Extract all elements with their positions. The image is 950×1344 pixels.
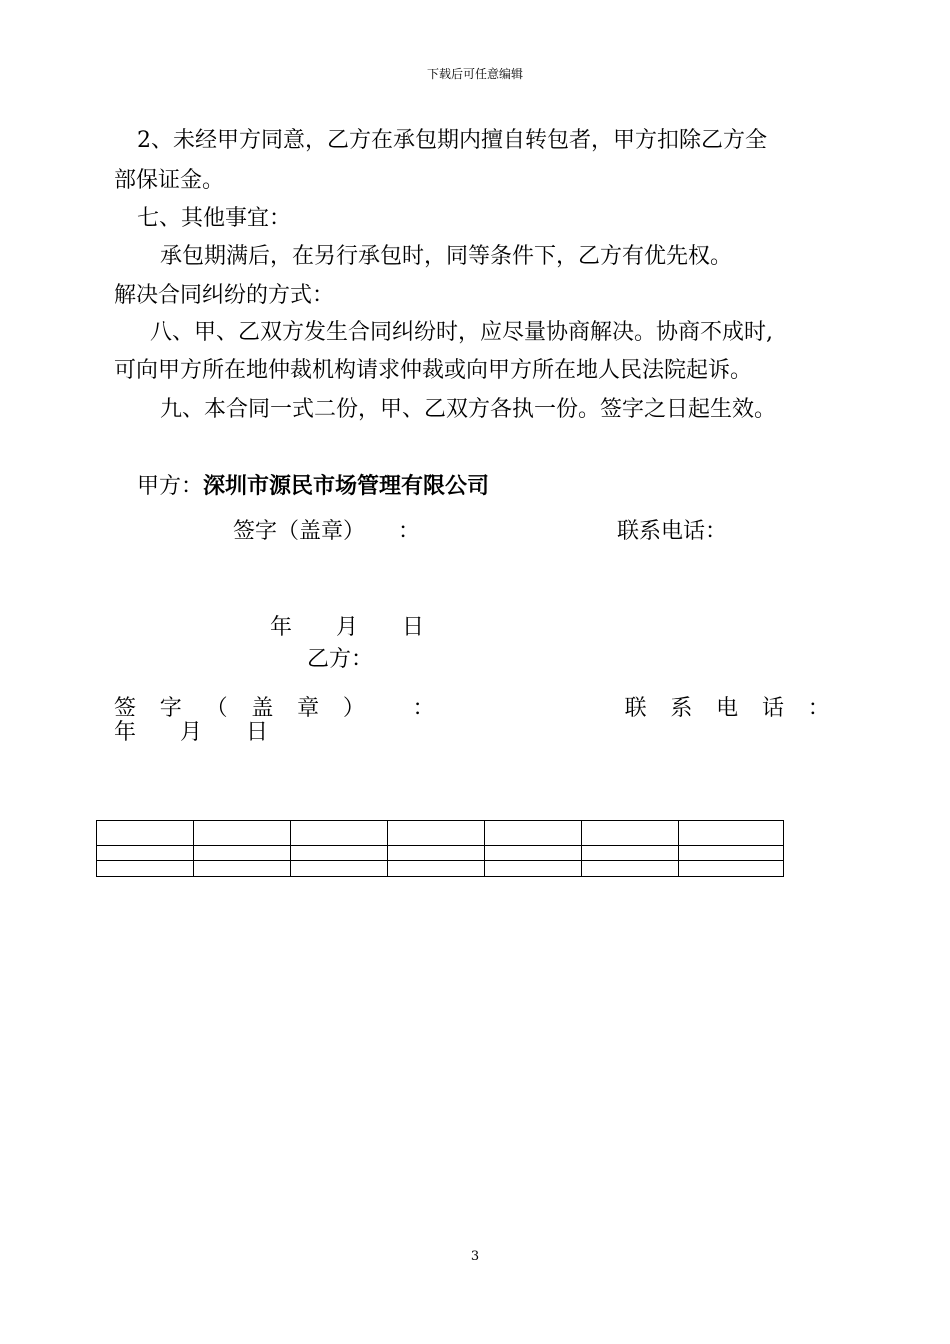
party-b-sign-char: （ (205, 696, 228, 721)
table-row (97, 861, 784, 877)
table-cell (485, 846, 582, 861)
clause-2-line-1: 2、未经甲方同意，乙方在承包期内擅自转包者，甲方扣除乙方全 (137, 128, 767, 153)
table-cell (485, 861, 582, 877)
party-b-sign-char: ： (807, 696, 830, 721)
table-cell (388, 846, 485, 861)
table-cell (582, 821, 679, 846)
table-cell (194, 821, 291, 846)
table-cell (582, 861, 679, 877)
table-cell (679, 846, 784, 861)
party-b-sign-char: 签 (114, 696, 137, 721)
table-cell (291, 821, 388, 846)
party-b-sign-char: 章 (297, 696, 320, 721)
blank-table (96, 820, 784, 877)
table-cell (97, 861, 194, 877)
party-a-sign-colon: ： (398, 519, 421, 544)
section-9: 九、本合同一式二份，甲、乙双方各执一份。签字之日起生效。 (160, 397, 777, 422)
party-a-label: 甲方： (137, 474, 204, 499)
party-b-sign-char: ） (342, 696, 365, 721)
party-a-phone-label: 联系电话： (617, 519, 728, 544)
table-cell (194, 861, 291, 877)
table-cell (388, 821, 485, 846)
party-b-sign-char: ： (412, 696, 435, 721)
party-a-line (137, 473, 489, 500)
section-7-title: 七、其他事宜： (137, 206, 292, 231)
table-cell (97, 846, 194, 861)
table-cell (388, 861, 485, 877)
section-8-line-1: 八、甲、乙双方发生合同纠纷时，应尽量协商解决。协商不成时, (150, 320, 773, 345)
table-cell (485, 821, 582, 846)
table-row (97, 821, 784, 846)
page-number: 3 (470, 1249, 480, 1264)
dispute-heading: 解决合同纠纷的方式： (114, 283, 335, 308)
party-b-sign-char: 盖 (251, 696, 274, 721)
party-b-sign-line (114, 696, 830, 722)
party-b-sign-char: 话 (761, 696, 784, 721)
party-b-label: 乙方： (307, 647, 374, 672)
page-header: 下载后可任意编辑 (426, 67, 523, 81)
table-cell (679, 821, 784, 846)
table-cell (582, 846, 679, 861)
party-b-sign-char: 系 (670, 696, 693, 721)
table-cell (291, 861, 388, 877)
party-a-company-name: 深圳市源民市场管理有限公司 (203, 473, 490, 499)
table-row (97, 846, 784, 861)
table-cell (679, 861, 784, 877)
party-b-sign-char: 字 (159, 696, 182, 721)
table-cell (97, 821, 194, 846)
section-8-line-2: 可向甲方所在地仲裁机构请求仲裁或向甲方所在地人民法院起诉。 (114, 358, 753, 383)
section-7-text: 承包期满后，在另行承包时，同等条件下，乙方有优先权。 (160, 244, 733, 269)
table-cell (291, 846, 388, 861)
party-a-sign-label: 签字（盖章） (233, 519, 366, 544)
party-b-date: 年 月 日 (114, 720, 269, 745)
clause-2-line-2: 部保证金。 (114, 168, 225, 193)
party-b-sign-char: 电 (716, 696, 739, 721)
party-a-date: 年 月 日 (270, 615, 425, 640)
table-cell (194, 846, 291, 861)
party-b-sign-char: 联 (624, 696, 647, 721)
